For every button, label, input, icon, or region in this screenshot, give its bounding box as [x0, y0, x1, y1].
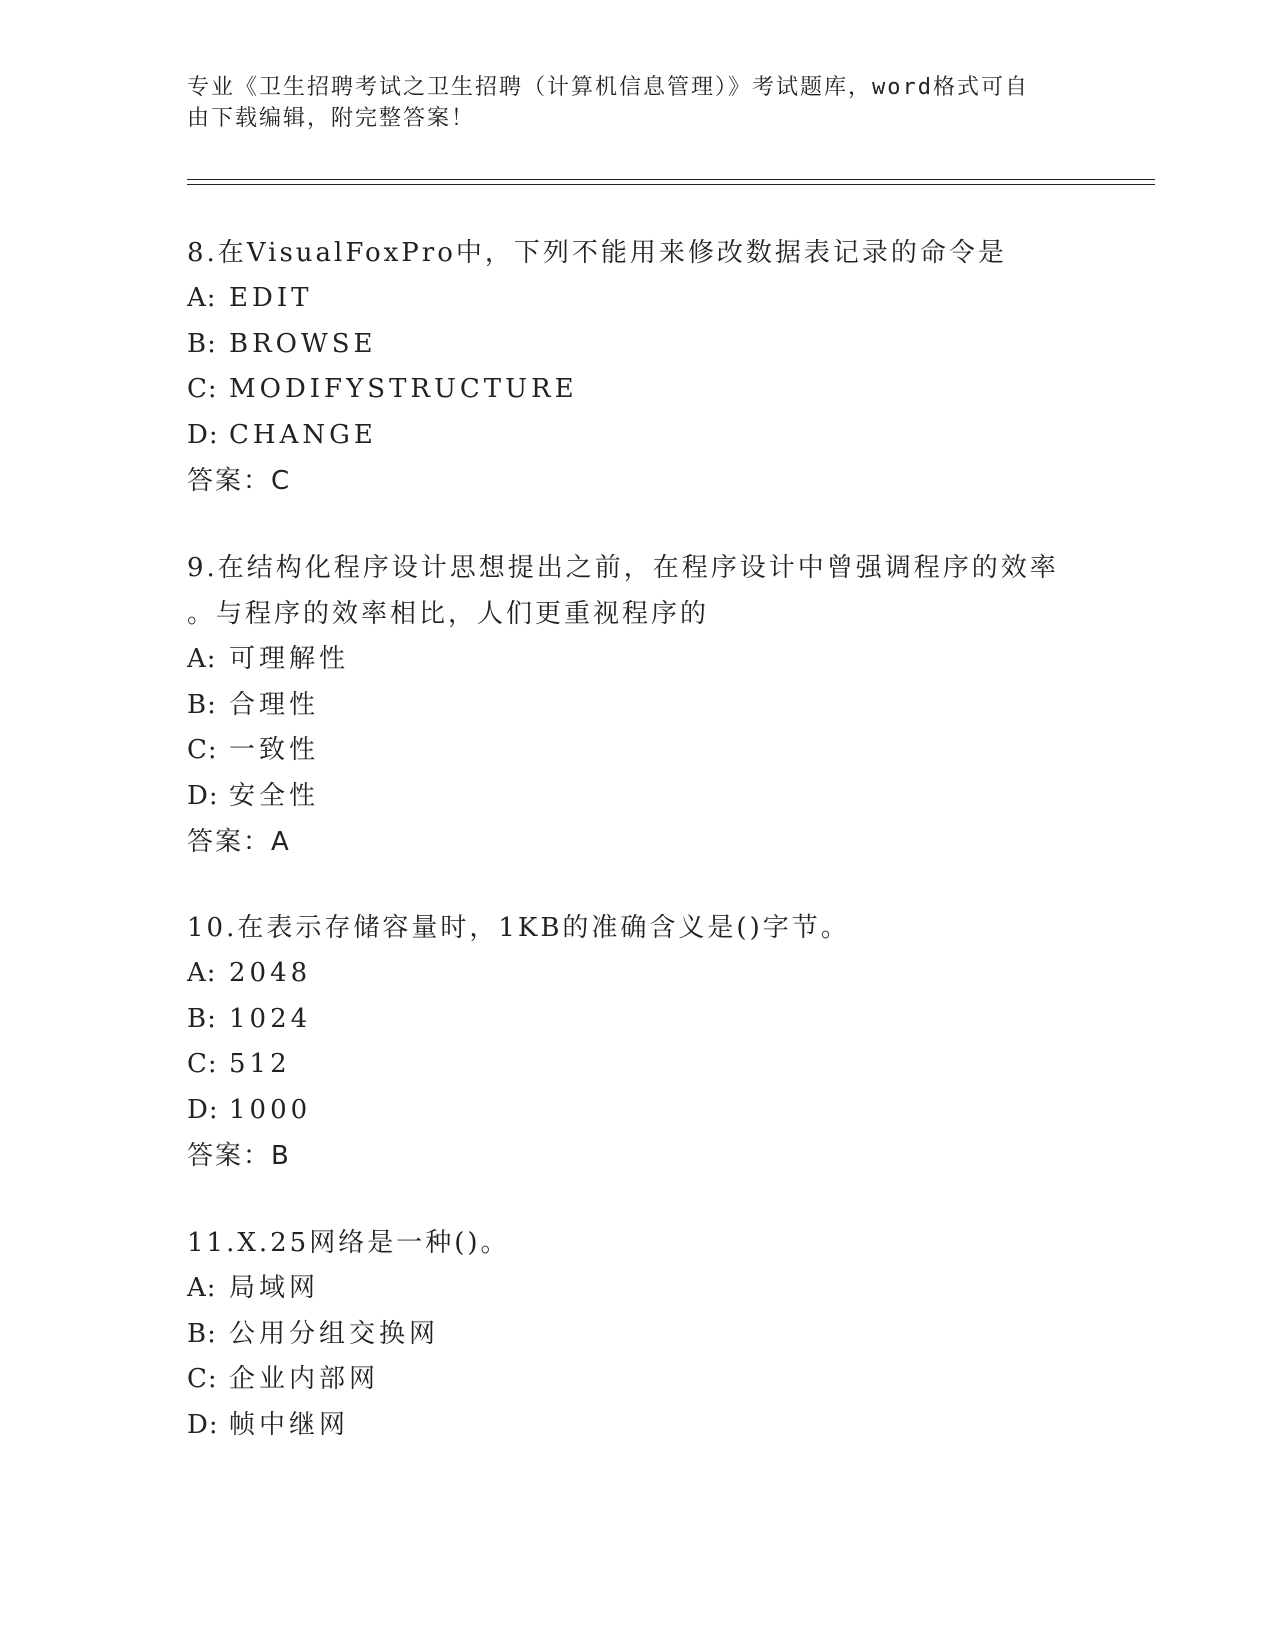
header-line-1: 专业《卫生招聘考试之卫生招聘（计算机信息管理）》考试题库，word格式可自	[187, 75, 1029, 100]
question-10	[187, 905, 1087, 1179]
option-a	[187, 1266, 1087, 1312]
option-b	[187, 683, 1087, 729]
option-letter: B:	[187, 689, 217, 720]
option-d	[187, 1088, 1087, 1134]
option-text: CHANGE	[229, 419, 377, 450]
option-letter: D:	[187, 419, 219, 450]
option-c	[187, 1357, 1087, 1403]
option-letter: A:	[187, 1273, 217, 1303]
answer-line: 答案：A	[187, 827, 291, 857]
option-letter: C:	[187, 1364, 218, 1394]
option-letter: B:	[187, 1003, 217, 1034]
question-9	[187, 545, 1087, 865]
option-a	[187, 951, 1087, 997]
option-letter: D:	[187, 780, 219, 811]
option-text: 合理性	[229, 689, 320, 720]
option-text: 企业内部网	[229, 1364, 380, 1394]
question-stem: 11.X.25网络是一种()。	[187, 1228, 510, 1258]
option-letter: A:	[187, 958, 217, 988]
option-c	[187, 1042, 1087, 1088]
option-letter: C:	[187, 735, 218, 765]
question-stem: 8.在VisualFoxPro中，下列不能用来修改数据表记录的命令是	[187, 238, 1007, 268]
option-a	[187, 276, 1087, 322]
option-text: 1000	[229, 1094, 312, 1125]
option-a	[187, 637, 1087, 683]
option-b	[187, 997, 1087, 1043]
question-11	[187, 1220, 1087, 1448]
question-stem: 10.在表示存储容量时，1KB的准确含义是()字节。	[187, 913, 850, 943]
question-8	[187, 230, 1087, 504]
option-text: BROWSE	[229, 328, 377, 359]
question-stem-continued: 。与程序的效率相比，人们更重视程序的	[187, 599, 710, 629]
option-text: 512	[229, 1049, 291, 1079]
option-text: 帧中继网	[229, 1409, 350, 1440]
answer-line: 答案：C	[187, 466, 292, 496]
option-text: 公用分组交换网	[229, 1318, 440, 1349]
option-text: 安全性	[229, 780, 320, 811]
option-text: EDIT	[229, 283, 313, 313]
option-d	[187, 774, 1087, 820]
option-letter: A:	[187, 283, 217, 313]
option-letter: B:	[187, 1318, 217, 1349]
option-text: 一致性	[229, 735, 320, 765]
option-text: 可理解性	[229, 644, 350, 674]
option-letter: D:	[187, 1409, 219, 1440]
option-c	[187, 367, 1087, 413]
option-letter: C:	[187, 374, 218, 404]
header-divider-bottom	[187, 184, 1155, 185]
header-line-2: 由下载编辑，附完整答案！	[187, 106, 476, 131]
question-stem: 9.在结构化程序设计思想提出之前，在程序设计中曾强调程序的效率	[187, 553, 1059, 583]
option-text: 局域网	[229, 1273, 320, 1303]
document-header	[187, 72, 1087, 134]
option-d	[187, 1403, 1087, 1449]
answer-line: 答案：B	[187, 1141, 291, 1171]
option-d	[187, 413, 1087, 459]
option-c	[187, 728, 1087, 774]
header-divider-top	[187, 179, 1155, 180]
option-letter: B:	[187, 328, 217, 359]
option-letter: D:	[187, 1094, 219, 1125]
option-letter: C:	[187, 1049, 218, 1079]
option-text: 1024	[229, 1003, 312, 1034]
option-text: MODIFYSTRUCTURE	[229, 374, 578, 404]
option-b	[187, 322, 1087, 368]
option-text: 2048	[229, 958, 312, 988]
option-letter: A:	[187, 644, 217, 674]
option-b	[187, 1312, 1087, 1358]
